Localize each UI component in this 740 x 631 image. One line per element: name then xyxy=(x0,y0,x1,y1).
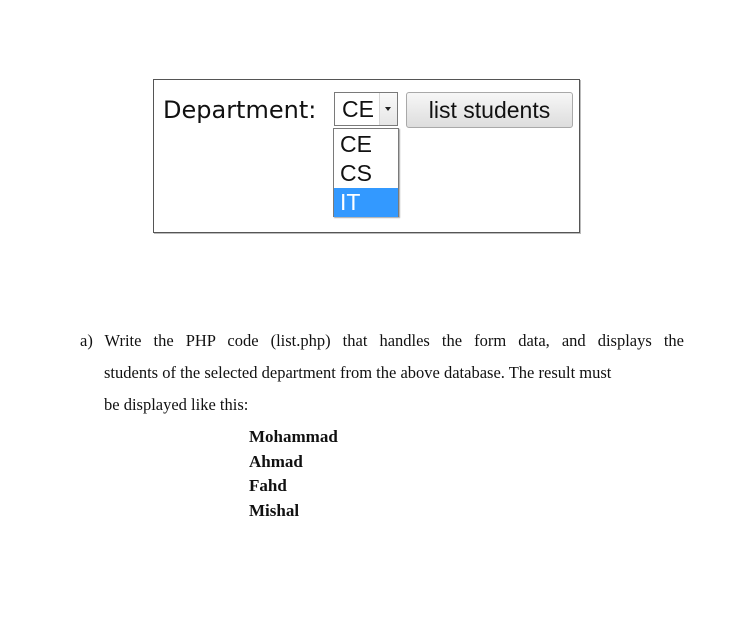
department-dropdown-list xyxy=(333,128,399,217)
form-screenshot-figure xyxy=(153,79,580,233)
question-line: students of the selected department from the above database. The result must xyxy=(104,363,612,382)
result-name-list xyxy=(249,425,338,523)
department-select[interactable] xyxy=(334,92,398,126)
department-label: Department: xyxy=(163,96,317,124)
question-line: a) Write the PHP code (list.php) that handles the form data, and displays the xyxy=(80,331,684,350)
question-paragraph xyxy=(80,325,684,421)
dropdown-option-cs[interactable]: CS xyxy=(340,160,372,186)
dropdown-option-ce[interactable]: CE xyxy=(340,131,372,157)
result-name: Mohammad xyxy=(249,427,338,446)
department-select-value: CE xyxy=(342,96,374,122)
result-name: Mishal xyxy=(249,500,300,520)
result-name: Fahd xyxy=(249,476,287,495)
result-name: Ahmad xyxy=(249,451,303,471)
dropdown-arrow-icon[interactable] xyxy=(379,93,397,125)
list-students-button[interactable]: list students xyxy=(406,92,573,128)
dropdown-option-it[interactable]: IT xyxy=(334,188,398,217)
question-line: be displayed like this: xyxy=(104,395,249,414)
